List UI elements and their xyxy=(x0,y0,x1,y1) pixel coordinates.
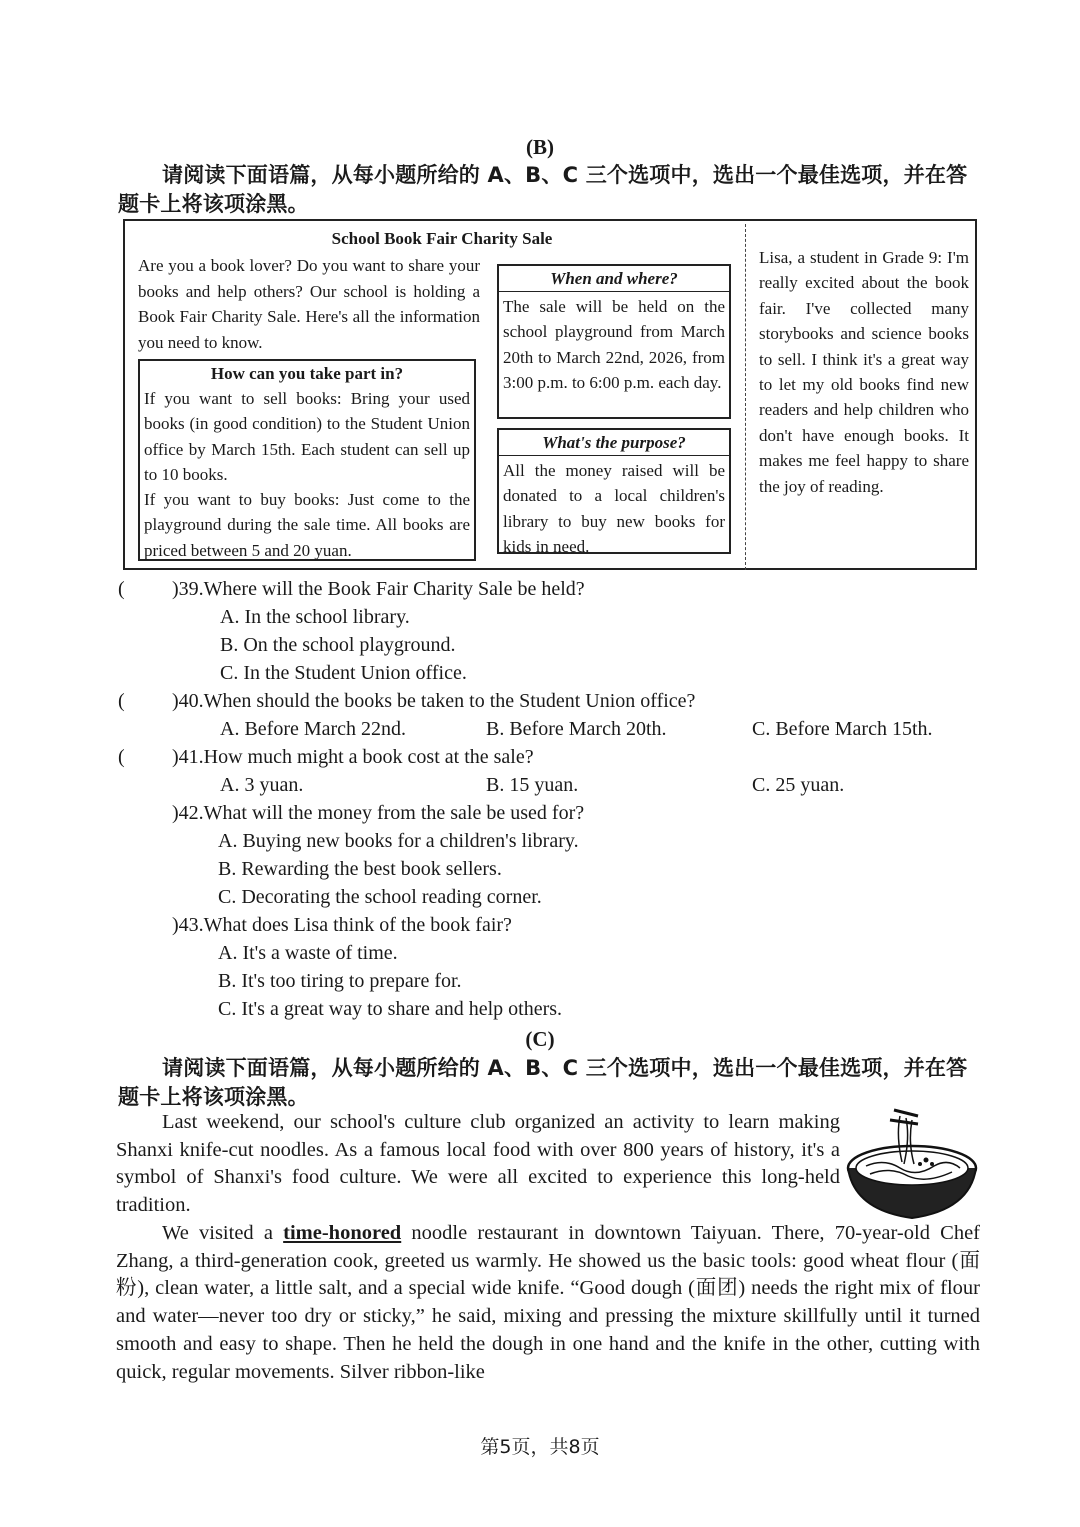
when-text: The sale will be held on the school playground from March 20th to March 22nd, 2026, from 3:00 p.m. to 6:00 p.m. each day. xyxy=(503,297,725,392)
q42-option-a: A. Buying new books for a children's library. xyxy=(218,830,579,852)
q41-option-b: B. 15 yuan. xyxy=(486,774,579,796)
purpose-text: All the money raised will be donated to a local children's library to buy new books for kids in need. xyxy=(503,461,725,556)
section-c-instruction: 请阅读下面语篇，从每小题所给的 A、B、C 三个选项中，选出一个最佳选项，并在答题卡上将该项涂黑。 xyxy=(118,1056,968,1109)
q39-option-b: B. On the school playground. xyxy=(220,634,456,656)
q42-option-b: B. Rewarding the best book sellers. xyxy=(218,858,502,880)
q40-option-c: C. Before March 15th. xyxy=(752,718,933,740)
noodle-bowl-illustration xyxy=(844,1106,980,1224)
poster-intro: Are you a book lover? Do you want to share your books and help others? Our school is holding a Book Fair Charity Sale. Here's all the information you need to know. xyxy=(138,256,480,352)
q40-option-a: A. Before March 22nd. xyxy=(220,718,407,740)
question-41: )41.How much might a book cost at the sale? xyxy=(172,746,534,768)
question-40: )40.When should the books be taken to the Student Union office? xyxy=(172,690,696,712)
q39-option-c: C. In the Student Union office. xyxy=(220,662,467,684)
q43-option-c: C. It's a great way to share and help others. xyxy=(218,998,563,1020)
q43-option-b: B. It's too tiring to prepare for. xyxy=(218,970,462,992)
answer-paren: ( xyxy=(118,690,125,712)
q42-option-c: C. Decorating the school reading corner. xyxy=(218,886,542,908)
section-b-instruction: 请阅读下面语篇，从每小题所给的 A、B、C 三个选项中，选出一个最佳选项，并在答题卡上将该项涂黑。 xyxy=(118,163,968,216)
passage-paragraph-1: Last weekend, our school's culture club organized an activity to learn making Shanxi knife-cut noodles. As a famous local food with over 800 years of history, it's a symbol of Shanxi's food culture. We were all excited to experience this long-held tradition. xyxy=(116,1111,840,1217)
poster-divider xyxy=(745,224,746,570)
q43-option-a: A. It's a waste of time. xyxy=(218,942,398,964)
time-honored-word: time-honored xyxy=(283,1222,402,1244)
purpose-box xyxy=(497,428,731,554)
lisa-quote: Lisa, a student in Grade 9: I'm really excited about the book fair. I've collected many storybooks and science books to sell. I think it's a great way to let my old books find new readers and help children who don't have enough books. It makes me feel happy to share the joy of reading. xyxy=(759,248,969,496)
q41-option-c: C. 25 yuan. xyxy=(752,774,845,796)
how-sell-text: If you want to sell books: Bring your used books (in good condition) to the Student Union office by March 15th. Each student can sell up to 10 books. xyxy=(144,389,470,484)
purpose-heading: What's the purpose? xyxy=(499,430,729,456)
question-43: )43.What does Lisa think of the book fair? xyxy=(172,914,512,936)
when-box xyxy=(497,264,731,419)
question-39: )39.Where will the Book Fair Charity Sale be held? xyxy=(172,578,585,600)
when-heading: When and where? xyxy=(499,266,729,292)
q41-option-a: A. 3 yuan. xyxy=(220,774,304,796)
q40-option-b: B. Before March 20th. xyxy=(486,718,667,740)
passage-paragraph-2: We visited a time-honored noodle restaurant in downtown Taiyuan. There, 70-year-old Chef Zhang, a third-generation cook, greeted us warmly. He showed us the basic tools: good wheat flour (面粉), clean water, a little salt, and a special wide knife. “Good dough (面团) needs the right mix of flour and water—never too dry or sticky,” he said, mixing and pressing the mixture skillfully until it turned smooth and easy to shape. Then he held the dough in one hand and the knife in the other, cutting with quick, regular movements. Silver ribbon-like xyxy=(116,1222,980,1383)
answer-paren: ( xyxy=(118,578,125,600)
how-box xyxy=(138,359,476,561)
section-c-heading: (C) xyxy=(525,1027,555,1051)
q39-option-a: A. In the school library. xyxy=(220,606,410,628)
answer-paren: ( xyxy=(118,746,125,768)
section-b-heading: (B) xyxy=(526,135,554,159)
poster-title: School Book Fair Charity Sale xyxy=(331,229,553,248)
how-heading: How can you take part in? xyxy=(210,364,404,383)
how-buy-text: If you want to buy books: Just come to the playground during the sale time. All books are priced between 5 and 20 yuan. xyxy=(144,490,470,560)
question-42: )42.What will the money from the sale be used for? xyxy=(172,802,585,824)
page-number: 第5页，共8页 xyxy=(480,1436,600,1458)
